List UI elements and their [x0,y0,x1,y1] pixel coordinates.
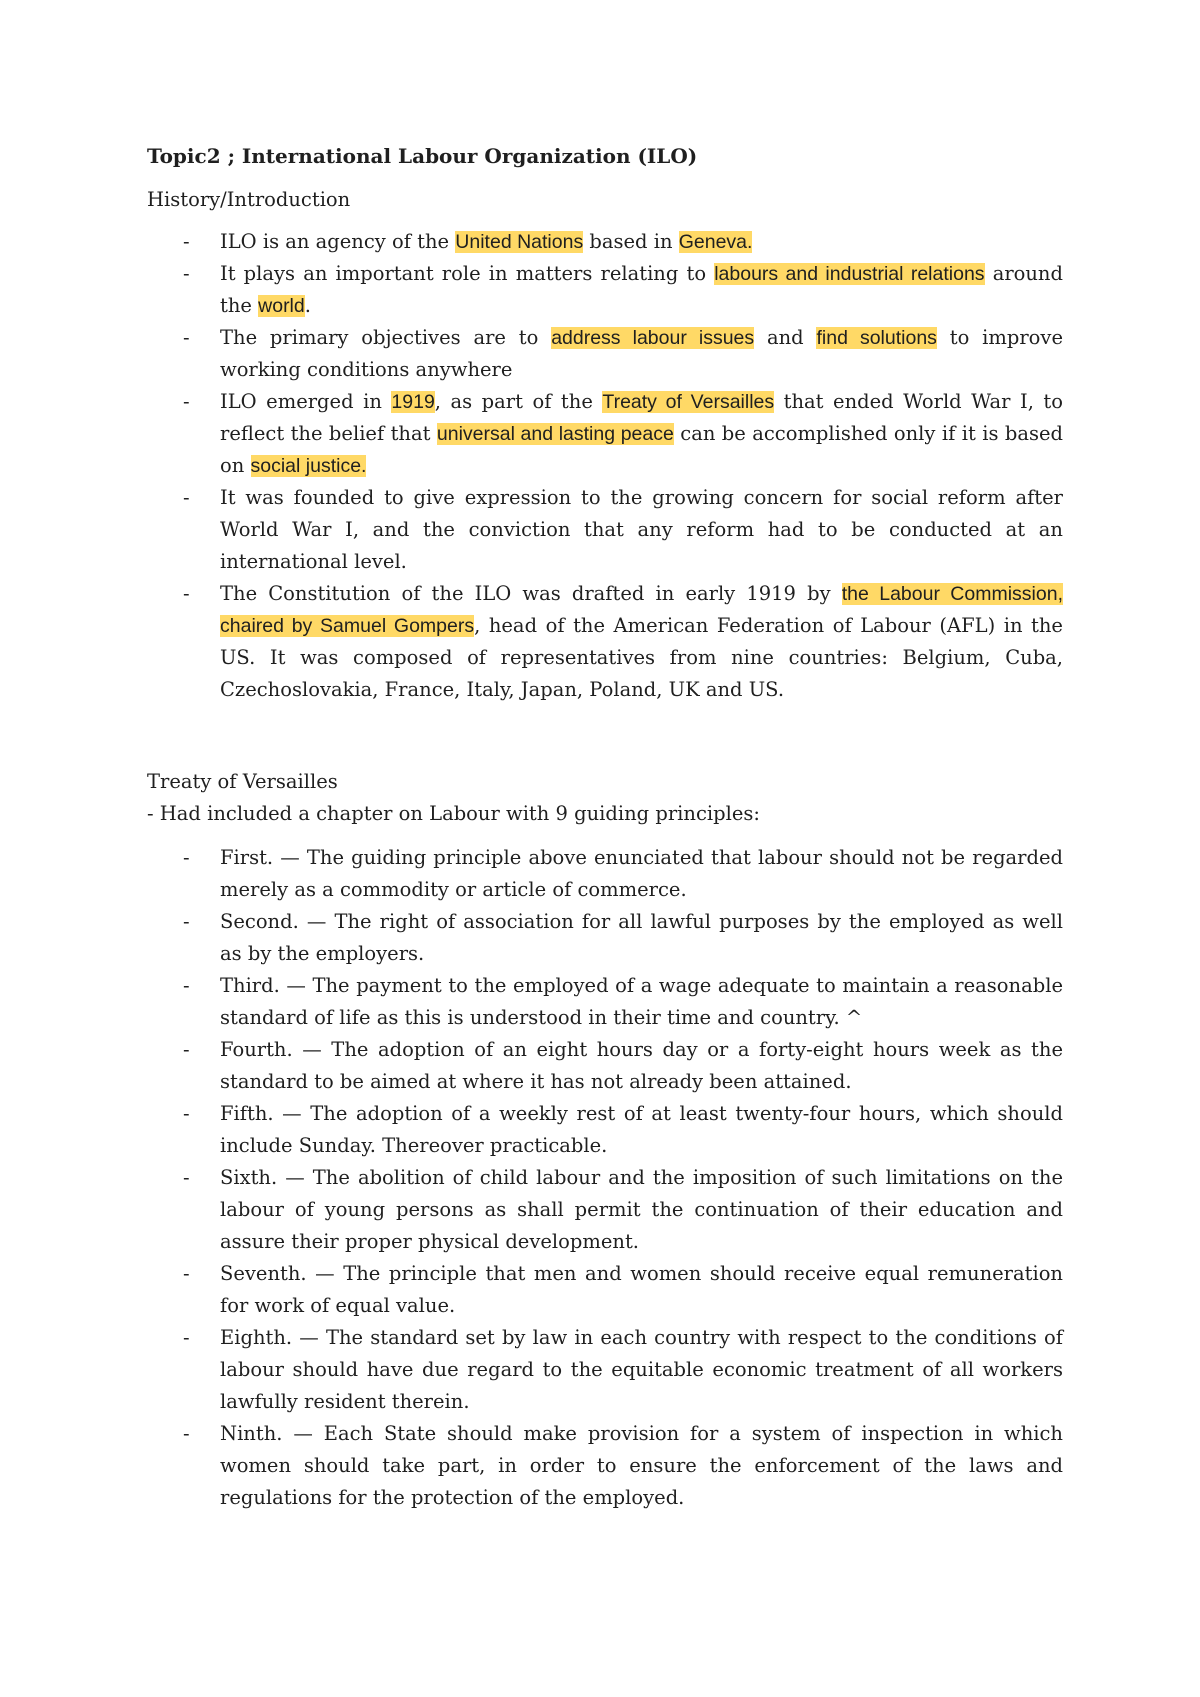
bullet-dash: - [183,1262,190,1285]
history-list-item [147,226,1063,258]
item-text: Third. — The payment to the employed of a wage adequate to maintain a reasonable standard of life as this is understood in their time and country. ^ [220,974,1063,1029]
highlighted-text: world [258,295,305,317]
bullet-dash: - [183,1422,190,1445]
document-page [147,140,1063,1514]
item-text: , as part of the [434,390,603,413]
bullet-dash: - [183,1038,190,1061]
section-heading-treaty: Treaty of Versailles [147,770,338,793]
bullet-dash: - [183,846,190,869]
item-text: Seventh. — The principle that men and women should receive equal remuneration for work of equal value. [220,1262,1063,1317]
item-text: that ended World War I, to reflect the belief that [220,390,1063,445]
item-text: The primary objectives are to [220,326,552,349]
principles-list [147,842,1063,1514]
bullet-dash: - [183,910,190,933]
bullet-dash: - [183,1326,190,1349]
bullet-dash: - [183,486,190,509]
history-list-item [147,258,1063,322]
principle-item [147,1034,1063,1098]
page-title: Topic2 ; International Labour Organization (ILO) [147,144,698,168]
history-list-item [147,482,1063,578]
bullet-dash: - [183,1166,190,1189]
highlighted-text: social justice. [250,455,367,477]
section-history [147,184,1063,706]
principle-item [147,906,1063,970]
item-text: Sixth. — The abolition of child labour and the imposition of such limitations on the labour of young persons as shall permit the continuation of their education and assure their proper physical development. [220,1166,1063,1253]
highlighted-text: 1919 [391,391,435,413]
item-text: The Constitution of the ILO was drafted in early 1919 by [220,582,842,605]
item-text: can be accomplished only if it is based on [220,422,1064,477]
history-list [147,226,1063,706]
section-spacer [147,706,1063,766]
history-list-item [147,322,1063,386]
item-text: Fifth. — The adoption of a weekly rest of at least twenty-four hours, which should include Sunday. Thereover practicable. [220,1102,1063,1157]
item-text: It was founded to give expression to the growing concern for social reform after World War I, and the conviction that any reform had to be conducted at an international level. [220,486,1063,573]
item-text: It plays an important role in matters relating to [220,262,715,285]
highlighted-text: labours and industrial relations [714,263,985,285]
item-text: to improve working conditions anywhere [220,326,1063,381]
principle-item [147,1418,1063,1514]
highlighted-text: address labour issues [551,327,755,349]
highlighted-text: Geneva. [678,231,753,253]
principle-item [147,1258,1063,1322]
item-text: . [304,294,311,317]
item-text: around the [220,262,1063,317]
bullet-dash: - [183,262,190,285]
item-text: based in [583,230,679,253]
bullet-dash: - [183,326,190,349]
item-text: , head of the American Federation of Labour (AFL) in the US. It was composed of representatives from nine countries: Belgium, Cuba, Czechoslovakia, France, Italy, Japan, Poland, UK and US. [220,614,1063,701]
bullet-dash: - [183,974,190,997]
history-list-item [147,386,1063,482]
item-text: Eighth. — The standard set by law in each country with respect to the conditions of labour should have due regard to the equitable economic treatment of all workers lawfully resident therein. [220,1326,1063,1413]
highlighted-text: United Nations [455,231,584,253]
bullet-dash: - [183,1102,190,1125]
item-text: and [754,326,817,349]
item-text: First. — The guiding principle above enunciated that labour should not be regarded merely as a commodity or article of commerce. [220,846,1063,901]
item-text: ILO is an agency of the [220,230,456,253]
highlighted-text: Treaty of Versailles [602,391,775,413]
section-treaty [147,766,1063,1514]
principle-item [147,1162,1063,1258]
bullet-dash: - [183,582,190,605]
item-text: Ninth. — Each State should make provision for a system of inspection in which women should take part, in order to ensure the enforcement of the laws and regulations for the protection of the employed. [220,1422,1063,1509]
bullet-dash: - [183,390,190,413]
item-text: ILO emerged in [220,390,392,413]
principle-item [147,842,1063,906]
treaty-intro: - Had included a chapter on Labour with 9 guiding principles: [147,802,760,825]
section-heading-history: History/Introduction [147,188,351,211]
principle-item [147,1322,1063,1418]
highlighted-text: universal and lasting peace [436,423,674,445]
highlighted-text: find solutions [816,327,937,349]
bullet-dash: - [183,230,190,253]
item-text: Fourth. — The adoption of an eight hours day or a forty-eight hours week as the standard to be aimed at where it has not already been attained. [220,1038,1063,1093]
history-list-item [147,578,1063,706]
highlighted-text: the Labour Commission, chaired by Samuel Gompers [220,583,1063,637]
item-text: Second. — The right of association for all lawful purposes by the employed as well as by the employers. [220,910,1063,965]
principle-item [147,1098,1063,1162]
principle-item [147,970,1063,1034]
